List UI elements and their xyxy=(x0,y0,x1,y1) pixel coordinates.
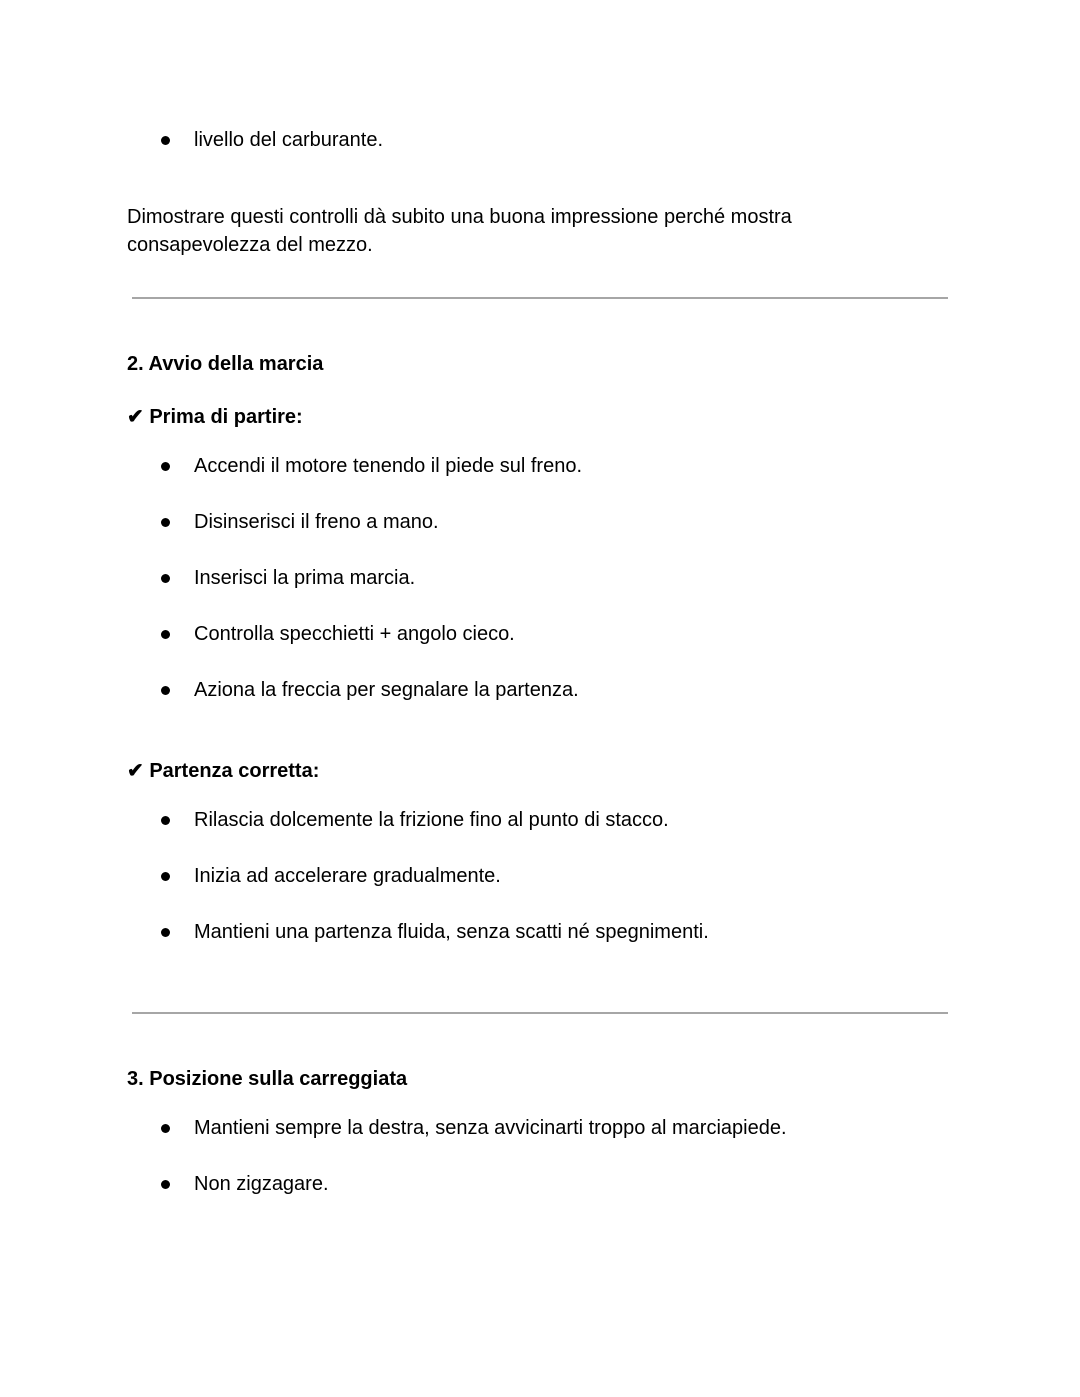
list-item xyxy=(158,676,579,704)
bullet-icon xyxy=(161,928,170,937)
horizontal-divider xyxy=(132,1012,948,1014)
list-item-text: Inizia ad accelerare gradualmente. xyxy=(194,865,501,887)
list-item xyxy=(158,508,439,536)
bullet-icon xyxy=(161,462,170,471)
list-item-text: Rilascia dolcemente la frizione fino al punto di stacco. xyxy=(194,809,669,831)
bullet-icon xyxy=(161,518,170,527)
list-item xyxy=(158,862,501,890)
list-item-text: Accendi il motore tenendo il piede sul freno. xyxy=(194,455,583,477)
list-item-text: livello del carburante. xyxy=(194,129,383,151)
subsection-heading: ✔ Partenza corretta: xyxy=(127,760,320,782)
list-item-text: Non zigzagare. xyxy=(194,1173,329,1195)
list-item-text: Mantieni una partenza fluida, senza scatti né spegnimenti. xyxy=(194,921,709,943)
list-item xyxy=(158,806,669,834)
list-item xyxy=(158,452,582,480)
list-item xyxy=(158,564,415,592)
list-item-text: Disinserisci il freno a mano. xyxy=(194,511,439,533)
list-item-text: Inserisci la prima marcia. xyxy=(194,567,416,589)
bullet-icon xyxy=(161,136,170,145)
bullet-icon xyxy=(161,686,170,695)
bullet-icon xyxy=(161,816,170,825)
list-item xyxy=(158,1114,787,1142)
bullet-icon xyxy=(161,1180,170,1189)
paragraph-line: consapevolezza del mezzo. xyxy=(127,234,373,256)
list-item xyxy=(158,620,515,648)
section-heading: 3. Posizione sulla carreggiata xyxy=(127,1068,408,1090)
paragraph-line: Dimostrare questi controlli dà subito una buona impressione perché mostra xyxy=(127,206,792,228)
list-item xyxy=(158,1170,329,1198)
subsection-heading: ✔ Prima di partire: xyxy=(127,406,303,428)
list-item-text: Controlla specchietti + angolo cieco. xyxy=(194,623,515,645)
list-item-text: Mantieni sempre la destra, senza avvicinarti troppo al marciapiede. xyxy=(194,1117,787,1139)
horizontal-divider xyxy=(132,297,948,299)
bullet-icon xyxy=(161,872,170,881)
list-item xyxy=(158,918,709,946)
section-heading: 2. Avvio della marcia xyxy=(127,353,324,375)
bullet-icon xyxy=(161,574,170,583)
bullet-icon xyxy=(161,630,170,639)
list-item xyxy=(158,126,383,154)
list-item-text: Aziona la freccia per segnalare la partenza. xyxy=(194,679,579,701)
bullet-icon xyxy=(161,1124,170,1133)
